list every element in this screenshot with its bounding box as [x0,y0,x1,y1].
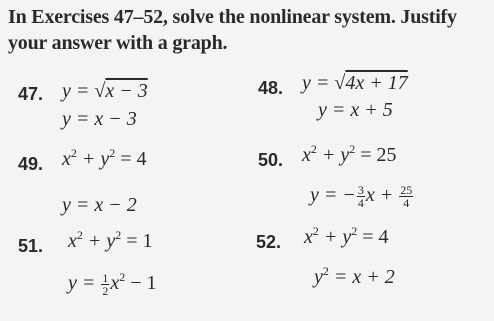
exercise-number: 47. [18,84,44,104]
exercise-number: 51. [18,236,44,256]
equation-2: y = x − 3 [62,108,137,130]
instructions-line-2: your answer with a graph. [8,32,228,54]
equation-2: y = $\frac{1}{2}$ $x^2 - 1$ [68,270,157,298]
exercise-number: 50. [258,150,284,170]
exercise-number: 49. [18,154,44,174]
instructions-line-1: In Exercises 47–52, solve the nonlinear system. Justify [8,6,457,28]
equation-1: y = √x − 3 [62,80,148,102]
equation-2: $y^2 = x + 2$ [314,264,395,288]
exercise-number: 48. [258,78,284,98]
equation-1: y = √4x + 17 [302,72,408,94]
equation-1: $x^2 + y^2 = 4$ [304,224,389,248]
equation-2: y = − $\frac{3}{4}$ x + $\frac{25}{4}$ [310,183,413,210]
equation-2: y = x − 2 [62,194,137,216]
equation-1: $x^2 + y^2 = 4$ [62,146,147,170]
instructions [8,4,490,56]
equation-1: $x^2 + y^2 = 25$ [302,142,397,166]
exercise-number: 52. [256,232,282,252]
equation-2: y = x + 5 [318,99,393,121]
equation-1: $x^2 + y^2 = 1$ [68,228,153,252]
